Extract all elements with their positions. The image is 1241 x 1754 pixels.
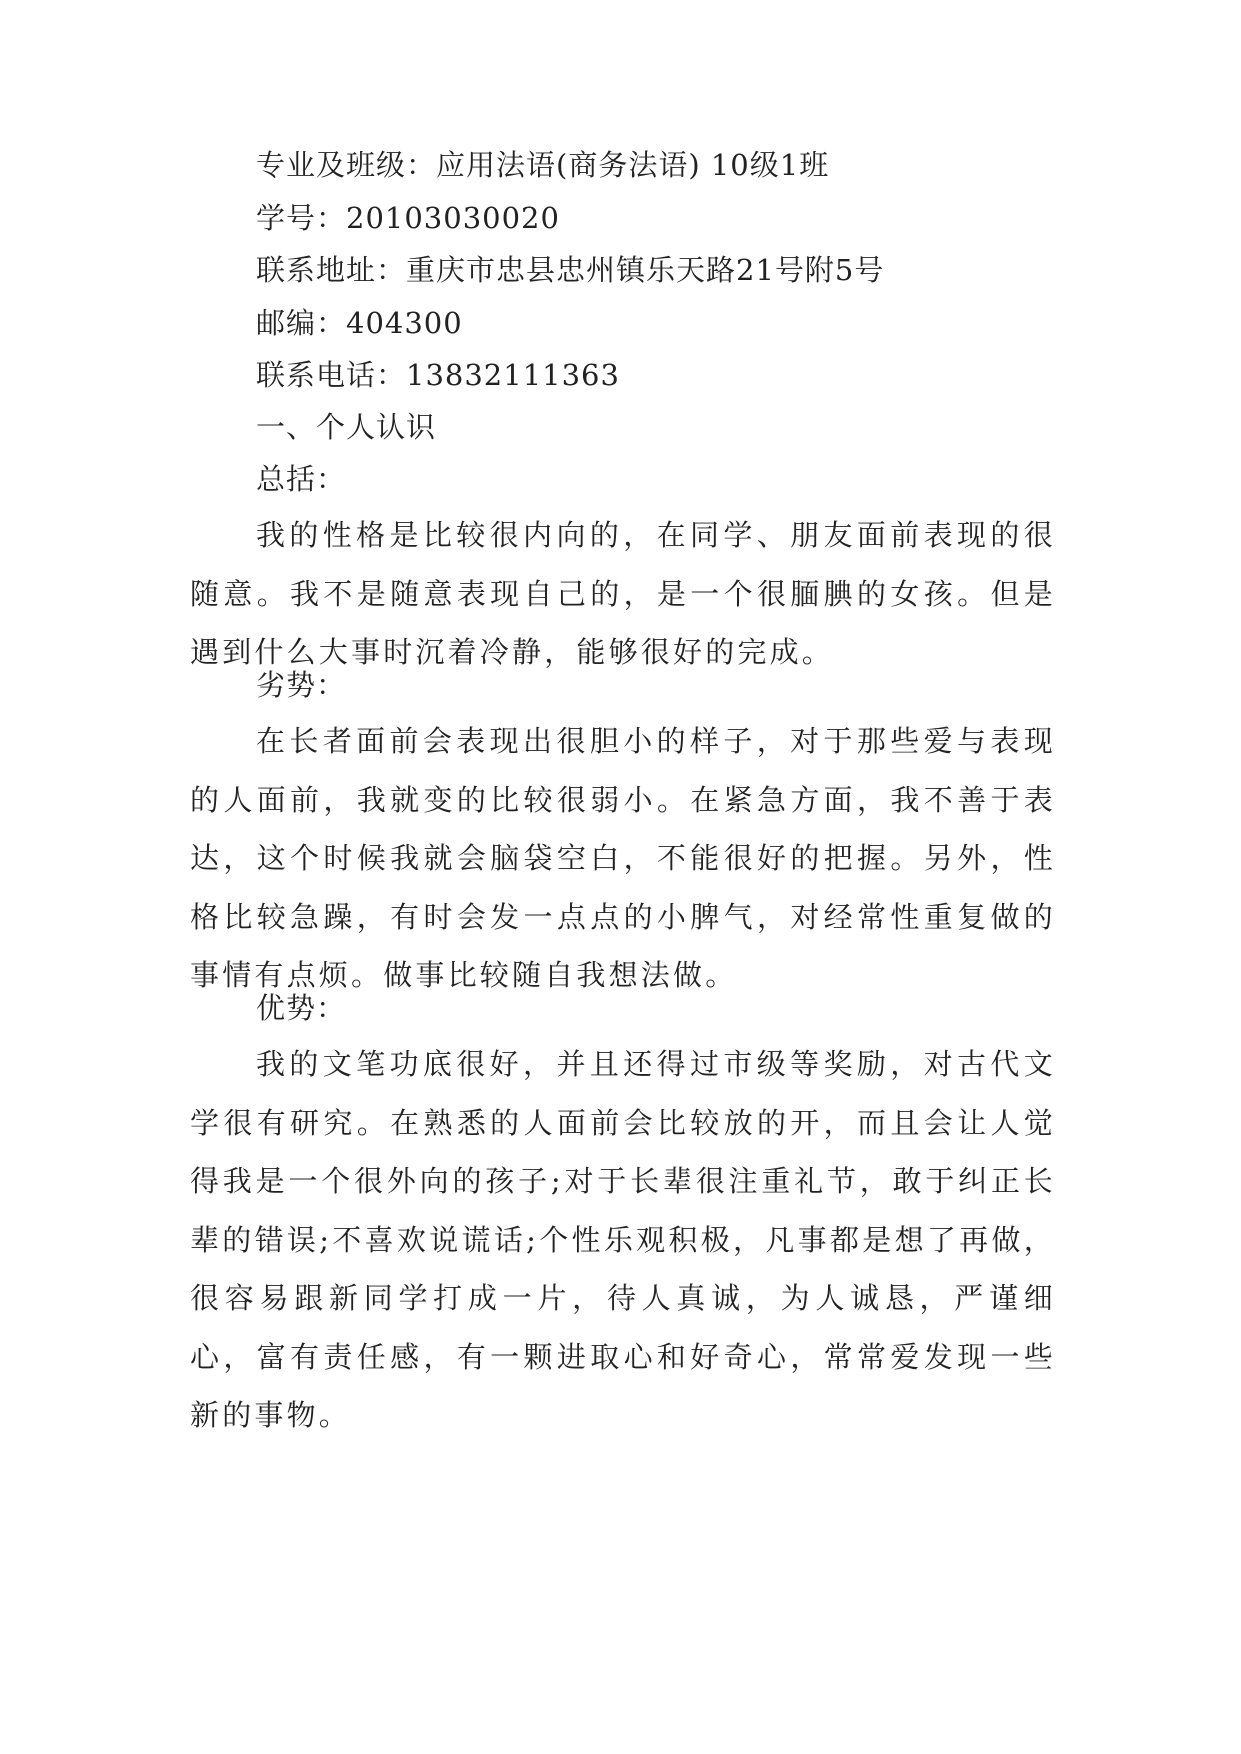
- weakness-label: 劣势：: [256, 668, 347, 702]
- phone-line: 联系电话：13832111363: [256, 358, 620, 392]
- strength-label: 优势：: [256, 991, 347, 1025]
- student-id-line: 学号：20103030020: [256, 201, 560, 235]
- major-class-line: 专业及班级：应用法语(商务法语) 10级1班: [256, 148, 830, 182]
- postcode-line: 邮编：404300: [256, 306, 463, 340]
- section-heading: 一、个人认识: [256, 410, 437, 444]
- strength-paragraph: 我的文笔功底很好，并且还得过市级等奖励，对古代文学很有研究。在熟悉的人面前会比较放的开，而且会让人觉得我是一个很外向的孩子;对于长辈很注重礼节，敢于纠正长辈的错误;不喜欢说谎话;个性乐观积极，凡事都是想了再做，很容易跟新同学打成一片，待人真诚，为人诚恳，严谨细心，富有责任感，有一颗进取心和好奇心，常常爱发现一些新的事物。: [190, 1047, 1056, 1432]
- summary-label: 总括：: [256, 462, 347, 496]
- summary-paragraph: 我的性格是比较很内向的，在同学、朋友面前表现的很随意。我不是随意表现自己的，是一个很腼腆的女孩。但是遇到什么大事时沉着冷静，能够很好的完成。: [190, 518, 1056, 669]
- weakness-paragraph: 在长者面前会表现出很胆小的样子，对于那些爱与表现的人面前，我就变的比较很弱小。在紧急方面，我不善于表达，这个时候我就会脑袋空白，不能很好的把握。另外，性格比较急躁，有时会发一点点的小脾气，对经常性重复做的事情有点烦。做事比较随自我想法做。: [190, 724, 1056, 992]
- address-line: 联系地址：重庆市忠县忠州镇乐天路21号附5号: [256, 253, 885, 287]
